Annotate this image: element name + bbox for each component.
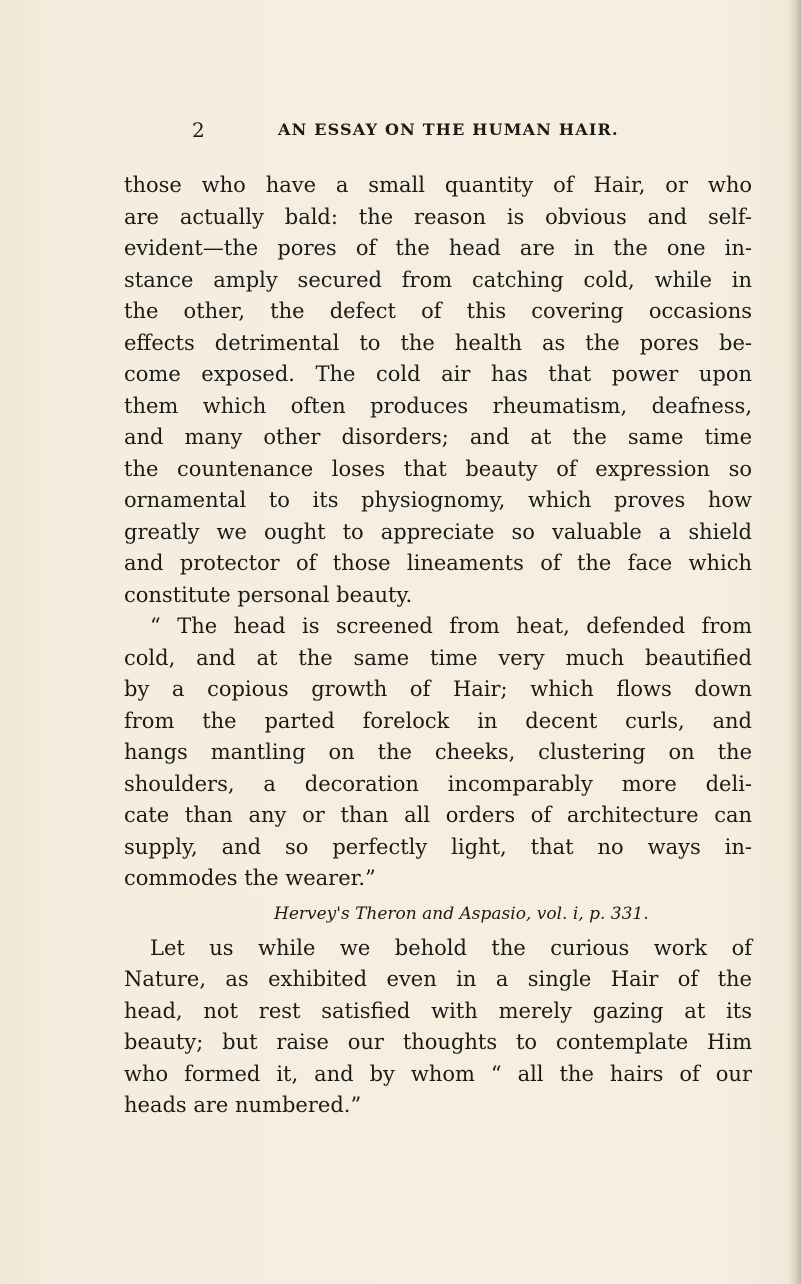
text-line: Let us while we behold the curious work of (150, 935, 752, 960)
page-number: 2 (192, 118, 206, 142)
text-line: ornamental to its physiognomy, which proves how (124, 488, 752, 512)
body-text (124, 170, 752, 1122)
text-line: those who have a small quantity of Hair, or who (124, 173, 752, 197)
citation: Hervey's Theron and Aspasio, vol. i, p. 331. (274, 903, 649, 924)
text-line: evident—the pores of the head are in the one in- (124, 236, 752, 260)
paragraph-reflection (124, 933, 752, 1122)
quote-line: by a copious growth of Hair; which flows down (124, 677, 752, 701)
paragraph-health (124, 170, 752, 611)
text-line: the countenance loses that beauty of expression so (124, 456, 752, 481)
quote-line: hangs mantling on the cheeks, clustering on the (124, 740, 752, 764)
running-title: AN ESSAY ON THE HUMAN HAIR. (278, 120, 619, 139)
quote-line: supply, and so perfectly light, that no ways in- (124, 834, 752, 859)
quotation (124, 611, 752, 895)
text-line: stance amply secured from catching cold, while in (124, 267, 752, 292)
text-line: and protector of those lineaments of the face which (124, 551, 752, 575)
quote-line: shoulders, a decoration incomparably more deli- (124, 771, 752, 796)
text-line: heads are numbered.” (124, 1093, 362, 1117)
text-line: head, not rest satisfied with merely gazing at its (124, 998, 752, 1023)
text-line: them which often produces rheumatism, deafness, (124, 393, 752, 418)
quote-line: cold, and at the same time very much beautified (124, 645, 752, 670)
quote-line: “ The head is screened from heat, defended from (150, 614, 752, 638)
text-line: and many other disorders; and at the same time (124, 425, 752, 449)
page-edge-shadow (789, 0, 801, 1284)
text-line: are actually bald: the reason is obvious and self- (124, 204, 752, 229)
quote-line: commodes the wearer.” (124, 866, 376, 890)
text-line: beauty; but raise our thoughts to contemplate Him (124, 1030, 752, 1054)
text-line: Nature, as exhibited even in a single Hair of the (124, 967, 752, 991)
text-line: effects detrimental to the health as the pores be- (124, 330, 752, 355)
text-line: the other, the defect of this covering occasions (124, 299, 752, 323)
running-head (192, 118, 752, 144)
text-line: constitute personal beauty. (124, 582, 413, 607)
quote-line: from the parted forelock in decent curls, and (124, 708, 752, 733)
text-line: who formed it, and by whom “ all the hairs of our (124, 1061, 752, 1086)
text-line: greatly we ought to appreciate so valuable a shield (124, 519, 752, 544)
text-line: come exposed. The cold air has that power upon (124, 362, 752, 386)
quote-line: cate than any or than all orders of architecture can (124, 803, 752, 827)
